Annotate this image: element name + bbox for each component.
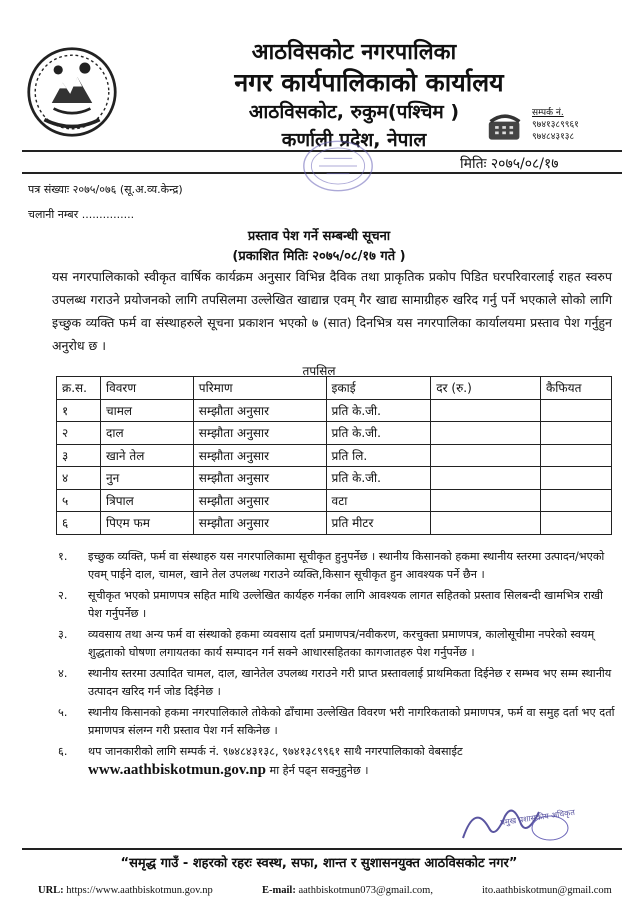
col-header-quantity: परिमाण	[193, 377, 326, 400]
email-link-2[interactable]: ito.aathbiskotmun@gmail.com	[482, 885, 612, 896]
contact-number-2: ९७४८४३१३८	[532, 132, 575, 142]
cell-description: त्रिपाल	[100, 489, 193, 512]
cell-unit: प्रति लि.	[326, 444, 431, 467]
table-row	[57, 399, 612, 422]
cell-unit: प्रति के.जी.	[326, 467, 431, 490]
list-item	[58, 587, 618, 623]
cell-quantity: सम्झौता अनुसार	[193, 422, 326, 445]
cell-remarks	[541, 422, 612, 445]
cell-rate	[431, 489, 541, 512]
cell-description: पिएम फम	[100, 512, 193, 535]
list-item-text: थप जानकारीको लागि सम्पर्क नं. ९७४८४३१३८, ९७४१३८९९६१ साथै नगरपालिकाको वेबसाईट	[88, 745, 463, 758]
office-stamp-icon	[300, 136, 376, 196]
cell-rate	[431, 422, 541, 445]
url-link[interactable]: https://www.aathbiskotmun.gov.np	[66, 885, 213, 896]
list-item	[58, 665, 618, 701]
list-item-text: स्थानीय किसानको हकमा नगरपालिकाले तोकेको ढाँचामा उल्लेखित विवरण भरी नागरिकताको प्रमाणपत्र, फर्म वा समुह दर्ता भए दर्ता प्रमाणपत्र संलग्न गरी प्रस्ताव पेश गर्न सकिनेछ ।	[88, 706, 615, 737]
col-header-sn: क्र.स.	[57, 377, 101, 400]
url-label: URL:	[38, 885, 64, 896]
cell-remarks	[541, 444, 612, 467]
table-header-row	[57, 377, 612, 400]
list-item-number: ४.	[58, 667, 68, 680]
conditions-list	[58, 548, 618, 783]
table-row	[57, 444, 612, 467]
list-item-text: स्थानीय स्तरमा उत्पादित चामल, दाल, खानेतेल उपलब्ध गराउने गरी प्राप्त प्रस्तावलाई प्राथमिकता दिईनेछ र सम्भव भए सम्म स्थानीय उत्पादन खरिद गर्न जोड दिईनेछ ।	[88, 667, 612, 698]
list-item-number: १.	[58, 550, 68, 563]
cell-quantity: सम्झौता अनुसार	[193, 399, 326, 422]
list-item-text: व्यवसाय तथा अन्य फर्म वा संस्थाको हकमा व्यवसाय दर्ता प्रमाणपत्र/नवीकरण, करचुक्ता प्रमाणपत्र, कालोसूचीमा नपरेको स्वयम् शुद्धताको घोषणा लगायतका कार्य सम्पादन गर्न सक्ने आधारसहितका कागजातहरु पेश गर्नुपर्नेछ ।	[88, 628, 595, 659]
list-item-number: ५.	[58, 706, 68, 719]
footer-email-2	[482, 885, 612, 896]
list-item	[58, 743, 618, 780]
list-item-number: ३.	[58, 628, 68, 641]
table-row	[57, 512, 612, 535]
telephone-icon	[487, 112, 523, 142]
table-row	[57, 422, 612, 445]
list-item-tail: मा हेर्न पढ्न सक्नुहुनेछ ।	[265, 764, 369, 777]
cell-description: खाने तेल	[100, 444, 193, 467]
publish-date: (प्रकाशित मितिः २०७५/०८/१७ गते )	[232, 249, 406, 264]
issue-date: मितिः २०७५/०८/१७	[460, 156, 559, 172]
list-item-number: २.	[58, 589, 68, 602]
cell-sn: २	[57, 422, 101, 445]
cell-remarks	[541, 467, 612, 490]
cell-unit: प्रति के.जी.	[326, 422, 431, 445]
footer-url	[38, 885, 213, 896]
col-header-unit: इकाई	[326, 377, 431, 400]
contact-block	[532, 107, 579, 143]
cell-unit: वटा	[326, 489, 431, 512]
list-item-number: ६.	[58, 745, 68, 758]
items-table	[56, 376, 612, 535]
cell-sn: १	[57, 399, 101, 422]
cell-quantity: सम्झौता अनुसार	[193, 489, 326, 512]
contact-number-1: ९७४१३८९९६१	[532, 120, 579, 130]
cell-remarks	[541, 399, 612, 422]
email-link[interactable]: aathbiskotmun073@gmail.com,	[298, 885, 433, 896]
cell-rate	[431, 467, 541, 490]
cell-sn: ३	[57, 444, 101, 467]
cell-description: नुन	[100, 467, 193, 490]
cell-sn: ४	[57, 467, 101, 490]
office-title: नगर कार्यपालिकाको कार्यालय	[234, 68, 504, 97]
motto: “समृद्ध गाउँ - शहरको रहरः स्वस्थ, सफा, शान्त र सुशासनयुक्त आठविसकोट नगर”	[120, 856, 518, 871]
email-label: E-mail:	[262, 885, 296, 896]
list-item	[58, 704, 618, 740]
office-name: आठविसकोट नगरपालिका	[251, 40, 457, 65]
letter-number: पत्र संख्याः २०७५/०७६ (सू.अ.व्य.केन्द्र)	[28, 183, 183, 196]
cell-quantity: सम्झौता अनुसार	[193, 467, 326, 490]
cell-quantity: सम्झौता अनुसार	[193, 444, 326, 467]
office-location: आठविसकोट, रुकुम(पश्चिम )	[248, 101, 460, 123]
col-header-rate: दर (रु.)	[431, 377, 541, 400]
table-caption: तपसिल	[302, 364, 336, 378]
cell-remarks	[541, 512, 612, 535]
col-header-remarks: कैफियत	[541, 377, 612, 400]
table-row	[57, 467, 612, 490]
footer-email	[262, 885, 433, 896]
notice-body: यस नगरपालिकाको स्वीकृत वार्षिक कार्यक्रम अनुसार विभिन्न दैविक तथा प्राकृतिक प्रकोप पिडित घरपरिवारलाई राहत स्वरुप उपलब्ध गराउने प्रयोजनको लागि तपसिलमा उल्लेखित खाद्यान्न एवम् गैर खाद्य सामाग्रीहरु खरिद गर्नु पर्ने भएकाले सोको लागि इच्छुक व्यक्ति फर्म वा संस्थाहरुले सूचना प्रकाशन भएको ७ (सात) दिनभित्र यस नगरपालिका कार्यालयमा प्रस्ताव पेश गर्नुहुन अनुरोध छ ।	[52, 269, 612, 353]
signature-label: प्रमुख प्रशासकीय अधिकृत	[499, 807, 576, 828]
list-item-text: सूचीकृत भएको प्रमाणपत्र सहित माथि उल्लेखित कार्यहरु गर्नका लागि आवश्यक लागत सहितको प्रस्ताव सिलबन्दी खामभित्र राखी पेश गर्नुपर्नेछ ।	[88, 589, 603, 620]
contact-title: सम्पर्क नं.	[532, 108, 564, 118]
cell-rate	[431, 444, 541, 467]
cell-sn: ६	[57, 512, 101, 535]
list-item-text: इच्छुक व्यक्ति, फर्म वा संस्थाहरु यस नगरपालिकामा सूचीकृत हुनुपर्नेछ । स्थानीय किसानको हकमा स्थानीय स्तरमा उत्पादन/भएको एवम् पाईने दाल, चामल, खाने तेल उपलब्ध गराउने व्यक्ति,किसान सूचीकृत हुन आवश्यक पर्ने छैन ।	[88, 550, 605, 581]
cell-remarks	[541, 489, 612, 512]
cell-sn: ५	[57, 489, 101, 512]
website-link[interactable]: www.aathbiskotmun.gov.np	[88, 762, 266, 778]
office-province: कर्णाली प्रदेश, नेपाल	[281, 129, 427, 151]
dispatch-number: चलानी नम्बर ...............	[28, 208, 135, 221]
cell-description: चामल	[100, 399, 193, 422]
table-row	[57, 489, 612, 512]
list-item	[58, 548, 618, 584]
cell-rate	[431, 512, 541, 535]
cell-rate	[431, 399, 541, 422]
notice-title: प्रस्ताव पेश गर्ने सम्बन्धी सूचना	[247, 229, 391, 244]
cell-quantity: सम्झौता अनुसार	[193, 512, 326, 535]
cell-description: दाल	[100, 422, 193, 445]
cell-unit: प्रति मीटर	[326, 512, 431, 535]
cell-unit: प्रति के.जी.	[326, 399, 431, 422]
list-item	[58, 626, 618, 662]
footer-rule	[22, 848, 622, 850]
col-header-description: विवरण	[100, 377, 193, 400]
